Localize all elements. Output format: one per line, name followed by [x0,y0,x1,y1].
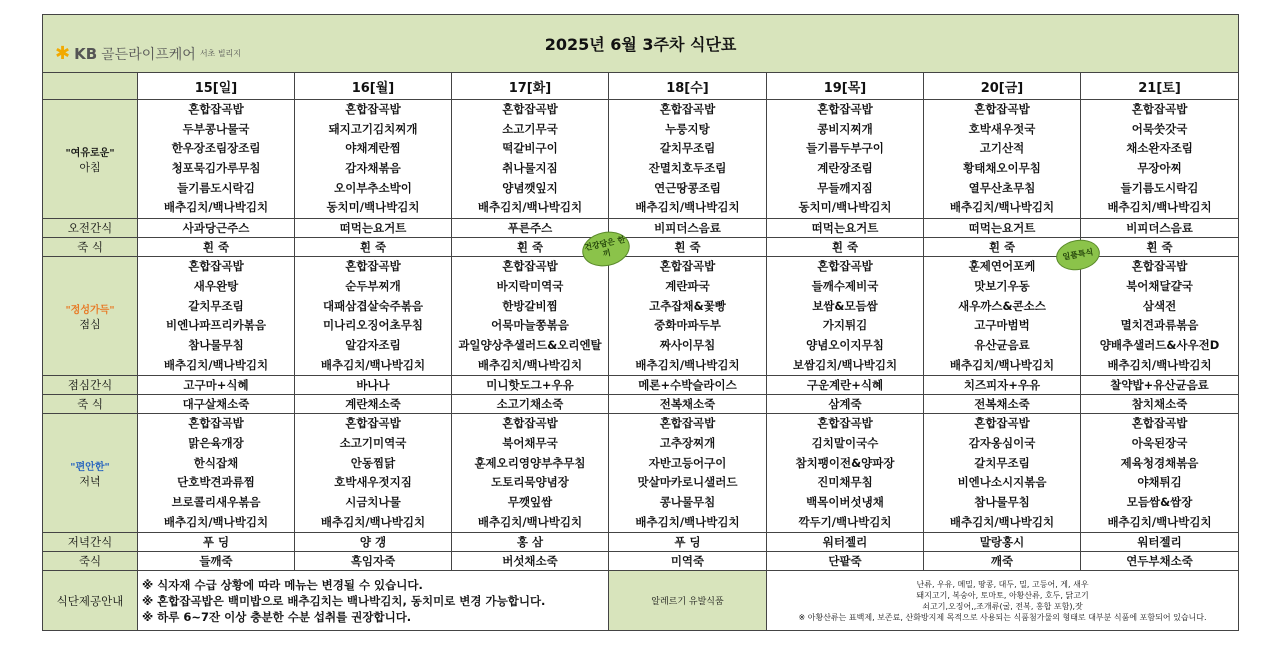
dinner-cell [452,414,609,533]
lunch-snack-cell: 메론+수박슬라이스 [609,376,767,395]
menu-item: 알감자조림 [345,337,401,352]
menu-item: 양념오이지무침 [806,337,884,352]
lunch-snack-cell: 미니핫도그+우유 [452,376,609,395]
dinner-snack-cell: 푸 딩 [609,533,767,552]
notes-label: 식단제공안내 [43,571,138,631]
allergy-line: ※ 아황산류는 표백제, 보존료, 산화방지제 목적으로 사용되는 식품첨가물의 형태로 대부분 식품에 포함되어 있습니다. [798,612,1207,622]
day-header-fri: 20[금] [924,73,1081,100]
title-row [43,15,1239,73]
lunch-snack-cell: 바나나 [295,376,452,395]
note-line: ※ 하루 6~7잔 이상 충분한 수분 섭취를 권장합니다. [142,609,412,624]
lunch-cell [138,257,295,376]
menu-item: 열무산초무침 [968,180,1036,195]
menu-item: 취나물지짐 [502,161,558,176]
porridge3-cell: 깨죽 [924,552,1081,571]
breakfast-label [43,100,138,219]
menu-item: 참치팽이전&양파장 [795,455,895,470]
lunch-snack-cell: 치즈피자+우유 [924,376,1081,395]
menu-item: 유산균음료 [974,337,1030,352]
menu-item: 브로콜리새우볶음 [171,495,261,509]
porridge1-cell: 흰 죽 [452,238,609,257]
menu-item: 혼합잡곡밥 [345,259,401,274]
lunch-snack-row [43,376,1239,395]
corner-cell [43,73,138,100]
day-header-sat: 21[토] [1081,73,1239,100]
am-snack-label: 오전간식 [43,219,138,238]
menu-item: 북어채무국 [502,435,558,450]
dinner-label [43,414,138,533]
menu-item: 삼색전 [1142,298,1177,313]
dinner-cell [1081,414,1239,533]
dinner-snack-cell: 말랑홍시 [924,533,1081,552]
menu-item: 혼합잡곡밥 [502,416,558,431]
menu-item: 감자채볶음 [345,161,401,176]
menu-item: 중화마파두부 [654,318,721,333]
allergy-line: 쇠고기,오징어,,조개류(굴, 전복, 홍합 포함),잣 [922,601,1083,611]
day-header-wed: 18[수] [609,73,767,100]
menu-item: 떡갈비구이 [502,141,558,156]
breakfast-row [43,100,1239,219]
menu-item: 혼합잡곡밥 [188,416,244,431]
lunch-cell [295,257,452,376]
breakfast-cell [767,100,924,219]
menu-item: 동치미/백나박김치 [798,200,892,215]
porridge3-cell: 연두부채소죽 [1081,552,1239,571]
menu-item: 자반고등어구이 [648,455,727,470]
breakfast-cell [1081,100,1239,219]
breakfast-cell [452,100,609,219]
menu-item: 깍두기/백나박김치 [798,514,892,529]
menu-item: 갈치무조림 [188,298,244,313]
menu-item: 무깻잎쌈 [507,495,553,509]
menu-item: 양배추샐러드&사우전D [1099,337,1220,352]
menu-item: 혼합잡곡밥 [817,416,873,431]
menu-item: 맑은육개장 [188,435,244,450]
menu-item: 양념깻잎지 [502,180,558,195]
menu-item: 북어채달걀국 [1126,278,1193,293]
allergy-line: 난류, 우유, 메밀, 땅콩, 대두, 밀, 고등어, 게, 새우 [916,579,1089,589]
menu-item: 계란파국 [665,278,710,293]
breakfast-label-title: "여유로운" [65,147,115,159]
am-snack-cell: 비피더스음료 [609,219,767,238]
dinner-snack-row [43,533,1239,552]
menu-item: 소고기미역국 [339,435,407,450]
menu-item: 배추김치/백나박김치 [949,514,1055,529]
menu-item: 배추김치/백나박김치 [949,357,1055,372]
menu-item: 갈치무조림 [659,141,716,156]
porridge2-label: 죽 식 [43,395,138,414]
porridge1-cell: 흰 죽 [767,238,924,257]
menu-item: 김치말이국수 [811,435,879,450]
menu-item: 과일양상추샐러드&오리엔탈 [458,337,602,352]
menu-item: 고추장찌개 [659,435,716,450]
menu-item: 보쌈&모듬쌈 [812,298,878,313]
menu-item: 제육청경채볶음 [1120,455,1199,470]
dinner-label-title: "편안한" [70,461,110,473]
lunch-label-sub: 점심 [79,317,101,331]
menu-item: 어묵마늘쫑볶음 [491,318,569,333]
menu-item: 혼합잡곡밥 [502,259,558,274]
menu-item: 비엔나파프리카볶음 [166,318,266,333]
menu-item: 어묵쑷갓국 [1131,121,1188,136]
menu-item: 두부콩나물국 [182,121,250,136]
menu-item: 배추김치/백나박김치 [320,357,426,372]
am-snack-row [43,219,1239,238]
am-snack-cell: 푸른주스 [452,219,609,238]
lunch-label [43,257,138,376]
porridge2-cell: 전복채소죽 [609,395,767,414]
dinner-snack-cell: 워터젤리 [767,533,924,552]
am-snack-cell: 비피더스음료 [1081,219,1239,238]
menu-item: 혼합잡곡밥 [974,416,1030,431]
menu-item: 백목이버섯냉채 [806,495,884,509]
menu-item: 채소완자조림 [1126,141,1193,156]
menu-item: 배추김치/백나박김치 [477,357,583,372]
menu-item: 배추김치/백나박김치 [635,357,740,372]
menu-item: 순두부찌개 [345,278,401,293]
day-header-mon: 16[월] [295,73,452,100]
am-snack-cell: 떠먹는요거트 [767,219,924,238]
dinner-cell [609,414,767,533]
menu-item: 혼합잡곡밥 [345,416,401,431]
brand-logo [55,43,241,64]
menu-item: 호박새우젓국 [968,121,1036,136]
porridge3-cell: 미역죽 [609,552,767,571]
menu-item: 오이부추소박이 [334,180,412,195]
menu-item: 가지튀김 [822,318,868,333]
menu-item: 혼합잡곡밥 [188,102,244,116]
menu-item: 한식잡채 [193,455,239,470]
menu-item: 배추김치/백나박김치 [477,514,583,529]
menu-item: 멸치견과류볶음 [1120,318,1199,333]
porridge2-row [43,395,1239,414]
menu-item: 들기름도시락김 [1120,180,1199,195]
star-icon: ✱ [55,43,71,64]
menu-item: 진미채무침 [817,475,873,490]
menu-item: 배추김치/백나박김치 [635,514,740,529]
porridge3-row [43,552,1239,571]
menu-item: 들기름두부구이 [806,141,884,156]
porridge3-label: 죽식 [43,552,138,571]
menu-item: 돼지고기김치찌개 [328,121,418,136]
menu-item: 혼합잡곡밥 [345,102,401,116]
menu-item: 안동찜닭 [350,455,396,470]
menu-item: 훈제오리영양부추무침 [474,455,586,470]
menu-item: 청포묵김가루무침 [171,161,261,176]
allergy-line: 돼지고기, 복숭아, 토마토, 아황산류, 호두, 닭고기 [916,590,1089,600]
porridge1-cell: 흰 죽 [924,238,1081,257]
menu-item: 배추김치/백나박김치 [163,514,269,529]
menu-item: 고구마범벅 [974,318,1030,333]
dinner-snack-cell: 푸 딩 [138,533,295,552]
menu-item: 참나물무침 [188,337,244,352]
menu-item: 배추김치/백나박김치 [635,200,740,215]
menu-item: 계란장조림 [817,161,873,176]
lunch-snack-cell: 찰약밥+유산균음료 [1081,376,1239,395]
menu-item: 야채계란찜 [345,141,401,156]
lunch-snack-label: 점심간식 [43,376,138,395]
notes-row [43,571,1239,631]
menu-item: 바지락미역국 [496,278,564,293]
menu-item: 연근땅콩조림 [654,180,721,195]
porridge2-cell: 소고기채소죽 [452,395,609,414]
notes-cell [138,571,609,631]
menu-item: 혼합잡곡밥 [817,102,873,116]
menu-item: 혼합잡곡밥 [974,102,1030,116]
meal-plan-table [42,14,1239,631]
menu-item: 무장아찌 [1137,161,1182,176]
lunch-cell [609,257,767,376]
menu-item: 무들깨지짐 [817,180,873,195]
menu-item: 누룽지탕 [665,121,710,136]
menu-item: 단호박견과류찜 [177,475,255,490]
menu-item: 한우장조림장조림 [171,141,261,156]
menu-item: 혼합잡곡밥 [659,416,716,431]
menu-item: 배추김치/백나박김치 [477,200,583,215]
dinner-cell [138,414,295,533]
menu-item: 혼합잡곡밥 [1131,416,1188,431]
menu-item: 새우완탕 [193,278,239,293]
dinner-snack-cell: 홍 삼 [452,533,609,552]
menu-item: 동치미/백나박김치 [326,200,420,215]
speech-bubble-healthy: 건강담은 한끼 [579,227,633,270]
menu-item: 콩비지찌개 [817,121,873,136]
menu-item: 고기산적 [979,141,1025,156]
porridge2-cell: 삼계죽 [767,395,924,414]
menu-item: 혼합잡곡밥 [659,259,716,274]
porridge1-label: 죽 식 [43,238,138,257]
lunch-cell [452,257,609,376]
logo-kb: KB [74,44,98,63]
menu-item: 배추김치/백나박김치 [163,200,269,215]
menu-item: 미나리오징어초무침 [323,318,423,333]
porridge1-cell: 흰 죽 [1081,238,1239,257]
breakfast-cell [609,100,767,219]
lunch-cell [767,257,924,376]
menu-item: 고추잡채&꽃빵 [649,298,726,313]
menu-item: 도토리묵양념장 [491,475,569,490]
menu-item: 혼합잡곡밥 [1131,259,1188,274]
dinner-row [43,414,1239,533]
breakfast-cell [295,100,452,219]
menu-item: 배추김치/백나박김치 [1107,514,1212,529]
menu-item: 배추김치/백나박김치 [163,357,269,372]
dinner-cell [767,414,924,533]
porridge2-cell: 계란채소죽 [295,395,452,414]
am-snack-cell: 떠먹는요거트 [924,219,1081,238]
logo-sub: 서초 빌리지 [199,49,242,58]
porridge1-cell: 흰 죽 [609,238,767,257]
menu-item: 감자옹심이국 [968,435,1036,450]
day-header-sun: 15[일] [138,73,295,100]
menu-item: 훈제연어포케 [968,259,1036,274]
menu-item: 새우까스&콘소스 [958,298,1046,313]
note-line: ※ 식자재 수급 상황에 따라 메뉴는 변경될 수 있습니다. [142,577,423,592]
menu-item: 콩나물무침 [659,495,716,509]
menu-item: 갈치무조림 [974,455,1030,470]
porridge3-cell: 단팥죽 [767,552,924,571]
menu-item: 보쌈김치/백나박김치 [792,357,898,372]
menu-item: 배추김치/백나박김치 [1107,357,1212,372]
porridge3-cell: 들깨죽 [138,552,295,571]
logo-brand: 골든라이프케어 [101,46,196,63]
dinner-label-sub: 저녁 [79,474,101,488]
menu-item: 대패삼겹살숙주볶음 [323,298,423,313]
porridge2-cell: 참치채소죽 [1081,395,1239,414]
porridge2-cell: 전복채소죽 [924,395,1081,414]
porridge2-cell: 대구살채소죽 [138,395,295,414]
menu-item: 시금치나물 [345,495,401,509]
am-snack-cell: 사과당근주스 [138,219,295,238]
breakfast-label-sub: 아침 [79,160,101,174]
lunch-label-title: "정성가득" [65,304,115,316]
dinner-snack-cell: 양 갱 [295,533,452,552]
menu-item: 맛살마카로니샐러드 [637,475,738,490]
menu-item: 혼합잡곡밥 [659,102,716,116]
menu-item: 배추김치/백나박김치 [320,514,426,529]
lunch-cell [1081,257,1239,376]
menu-item: 잔멸치호두조림 [648,161,727,176]
menu-item: 혼합잡곡밥 [502,102,558,116]
menu-item: 한방갈비찜 [502,298,558,313]
menu-item: 아욱된장국 [1131,435,1188,450]
am-snack-cell: 떠먹는요거트 [295,219,452,238]
day-header-thu: 19[목] [767,73,924,100]
menu-item: 야채튀김 [1137,475,1182,490]
lunch-snack-cell: 고구마+식혜 [138,376,295,395]
menu-item: 맛보기우동 [974,278,1030,293]
page-title: 2025년 6월 3주차 식단표 [544,35,737,54]
menu-item: 참나물무침 [974,495,1030,509]
menu-item: 모듬쌈&쌈장 [1126,495,1193,509]
porridge1-cell: 흰 죽 [295,238,452,257]
lunch-snack-cell: 구운계란+식혜 [767,376,924,395]
breakfast-cell [924,100,1081,219]
menu-item: 배추김치/백나박김치 [1107,200,1212,215]
porridge1-cell: 흰 죽 [138,238,295,257]
dinner-snack-cell: 워터젤리 [1081,533,1239,552]
menu-item: 혼합잡곡밥 [1131,102,1188,116]
menu-item: 배추김치/백나박김치 [949,200,1055,215]
menu-item: 들기름도시락김 [177,180,255,195]
dinner-cell [295,414,452,533]
lunch-cell [924,257,1081,376]
menu-item: 짜사이무침 [659,337,716,352]
day-header-row [43,73,1239,100]
porridge3-cell: 흑임자죽 [295,552,452,571]
menu-item: 혼합잡곡밥 [817,259,873,274]
porridge3-cell: 버섯채소죽 [452,552,609,571]
lunch-row [43,257,1239,376]
menu-item: 비엔나소시지볶음 [957,475,1047,490]
menu-item: 호박새우젓지짐 [334,475,412,490]
day-header-tue: 17[화] [452,73,609,100]
menu-item: 혼합잡곡밥 [188,259,244,274]
menu-item: 들깨수제비국 [811,278,879,293]
dinner-snack-label: 저녁간식 [43,533,138,552]
dinner-cell [924,414,1081,533]
menu-item: 황태채오이무침 [963,161,1041,176]
allergy-detail [767,571,1239,631]
breakfast-cell [138,100,295,219]
allergy-label: 알레르기 유발식품 [609,571,767,631]
speech-bubble-special: 일품특식 [1054,236,1103,273]
menu-item: 소고기무국 [502,121,558,136]
note-line: ※ 혼합잡곡밥은 백미밥으로 배추김치는 백나박김치, 동치미로 변경 가능합니다. [142,593,546,608]
